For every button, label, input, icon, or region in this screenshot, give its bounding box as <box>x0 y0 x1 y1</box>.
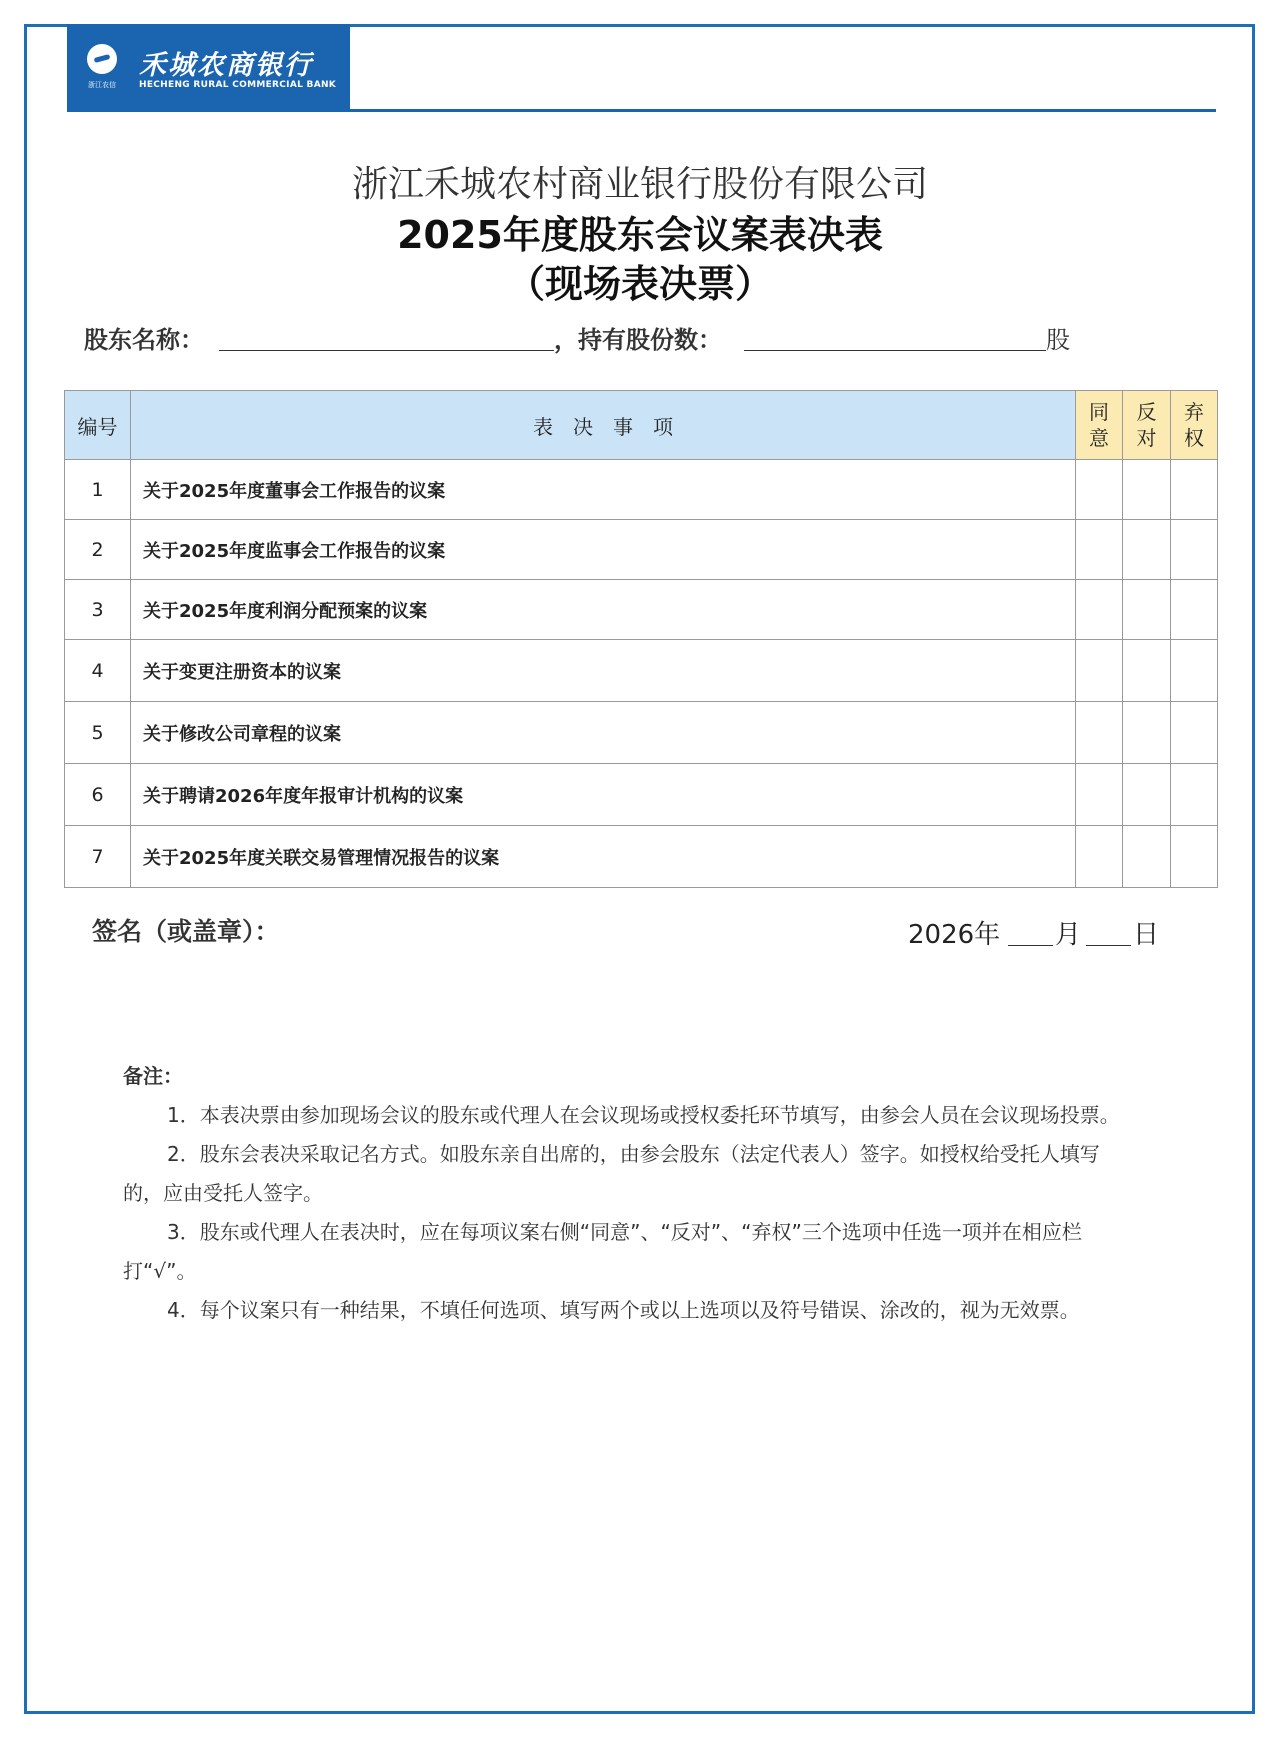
date-month: 月 <box>1055 920 1082 950</box>
form-title: 2025年度股东会议案表决表 <box>397 213 883 257</box>
vote-cell-oppose[interactable] <box>1123 640 1171 702</box>
vote-cell-abstain[interactable] <box>1171 702 1218 764</box>
vote-cell-abstain[interactable] <box>1171 520 1218 580</box>
shareholder-name-label: 股东名称： <box>84 326 204 354</box>
month-field[interactable] <box>1008 945 1053 946</box>
logo-chinese-name: 禾城农商银行 <box>139 50 313 81</box>
notes-section <box>123 1057 1123 1330</box>
note-item: 3．股东或代理人在表决时，应在每项议案右侧“同意”、“反对”、“弃权”三个选项中任选一项并在相应栏打“√”。 <box>123 1220 1082 1283</box>
table-row <box>65 520 1218 580</box>
vote-cell-abstain[interactable] <box>1171 826 1218 888</box>
row-item: 关于变更注册资本的议案 <box>131 640 1076 702</box>
day-field[interactable] <box>1086 945 1131 946</box>
signature-label: 签名（或盖章）： <box>92 917 280 946</box>
vote-cell-oppose[interactable] <box>1123 826 1171 888</box>
vote-cell-agree[interactable] <box>1076 640 1123 702</box>
shareholder-name-field[interactable] <box>219 350 554 351</box>
shares-label: ，持有股份数： <box>554 326 722 354</box>
row-item: 关于2025年度关联交易管理情况报告的议案 <box>131 826 1076 888</box>
note-item: 1．本表决票由参加现场会议的股东或代理人在会议现场或授权委托环节填写，由参会人员在会议现场投票。 <box>167 1103 1120 1127</box>
note-item: 2．股东会表决采取记名方式。如股东亲自出席的，由参会股东（法定代表人）签字。如授权给受托人填写的，应由受托人签字。 <box>123 1142 1100 1205</box>
vote-cell-oppose[interactable] <box>1123 580 1171 640</box>
table-row <box>65 460 1218 520</box>
row-item: 关于2025年度利润分配预案的议案 <box>131 580 1076 640</box>
bank-emblem-icon <box>87 44 117 74</box>
vote-cell-abstain[interactable] <box>1171 640 1218 702</box>
logo-emblem-caption: 浙江农信 <box>88 81 116 89</box>
header-oppose: 反 对 <box>1123 391 1171 460</box>
vote-cell-abstain[interactable] <box>1171 764 1218 826</box>
row-item: 关于聘请2026年度年报审计机构的议案 <box>131 764 1076 826</box>
logo-english-name: HECHENG RURAL COMMERCIAL BANK <box>139 80 337 90</box>
company-title: 浙江禾城农村商业银行股份有限公司 <box>351 164 928 205</box>
header-divider <box>350 109 1216 112</box>
shares-field[interactable] <box>744 350 1046 351</box>
shares-unit: 股 <box>1046 326 1070 354</box>
header-number: 编号 <box>65 391 131 460</box>
row-item: 关于修改公司章程的议案 <box>131 702 1076 764</box>
table-row <box>65 764 1218 826</box>
row-item: 关于2025年度董事会工作报告的议案 <box>131 460 1076 520</box>
table-row <box>65 580 1218 640</box>
vote-cell-oppose[interactable] <box>1123 764 1171 826</box>
row-number: 3 <box>65 580 131 640</box>
row-number: 4 <box>65 640 131 702</box>
vote-cell-agree[interactable] <box>1076 460 1123 520</box>
vote-cell-abstain[interactable] <box>1171 580 1218 640</box>
table-row <box>65 826 1218 888</box>
row-number: 6 <box>65 764 131 826</box>
bank-logo <box>67 24 350 112</box>
table-row <box>65 702 1218 764</box>
row-number: 2 <box>65 520 131 580</box>
vote-table <box>64 390 1218 888</box>
row-number: 5 <box>65 702 131 764</box>
row-number: 1 <box>65 460 131 520</box>
vote-cell-agree[interactable] <box>1076 520 1123 580</box>
note-item: 4．每个议案只有一种结果，不填任何选项、填写两个或以上选项以及符号错误、涂改的，视为无效票。 <box>167 1298 1080 1322</box>
vote-cell-agree[interactable] <box>1076 764 1123 826</box>
form-subtitle: （现场表决票） <box>506 262 773 306</box>
vote-cell-agree[interactable] <box>1076 580 1123 640</box>
vote-cell-abstain[interactable] <box>1171 460 1218 520</box>
date-year: 2026年 <box>908 920 1001 950</box>
table-row <box>65 640 1218 702</box>
header-item: 表 决 事 项 <box>131 391 1076 460</box>
date-day: 日 <box>1133 920 1160 950</box>
vote-cell-oppose[interactable] <box>1123 520 1171 580</box>
header-agree: 同 意 <box>1076 391 1123 460</box>
header-abstain: 弃 权 <box>1171 391 1218 460</box>
row-item: 关于2025年度监事会工作报告的议案 <box>131 520 1076 580</box>
vote-cell-agree[interactable] <box>1076 826 1123 888</box>
vote-cell-oppose[interactable] <box>1123 460 1171 520</box>
row-number: 7 <box>65 826 131 888</box>
notes-title: 备注： <box>123 1064 183 1088</box>
vote-cell-oppose[interactable] <box>1123 702 1171 764</box>
vote-cell-agree[interactable] <box>1076 702 1123 764</box>
table-header-row <box>65 391 1218 460</box>
